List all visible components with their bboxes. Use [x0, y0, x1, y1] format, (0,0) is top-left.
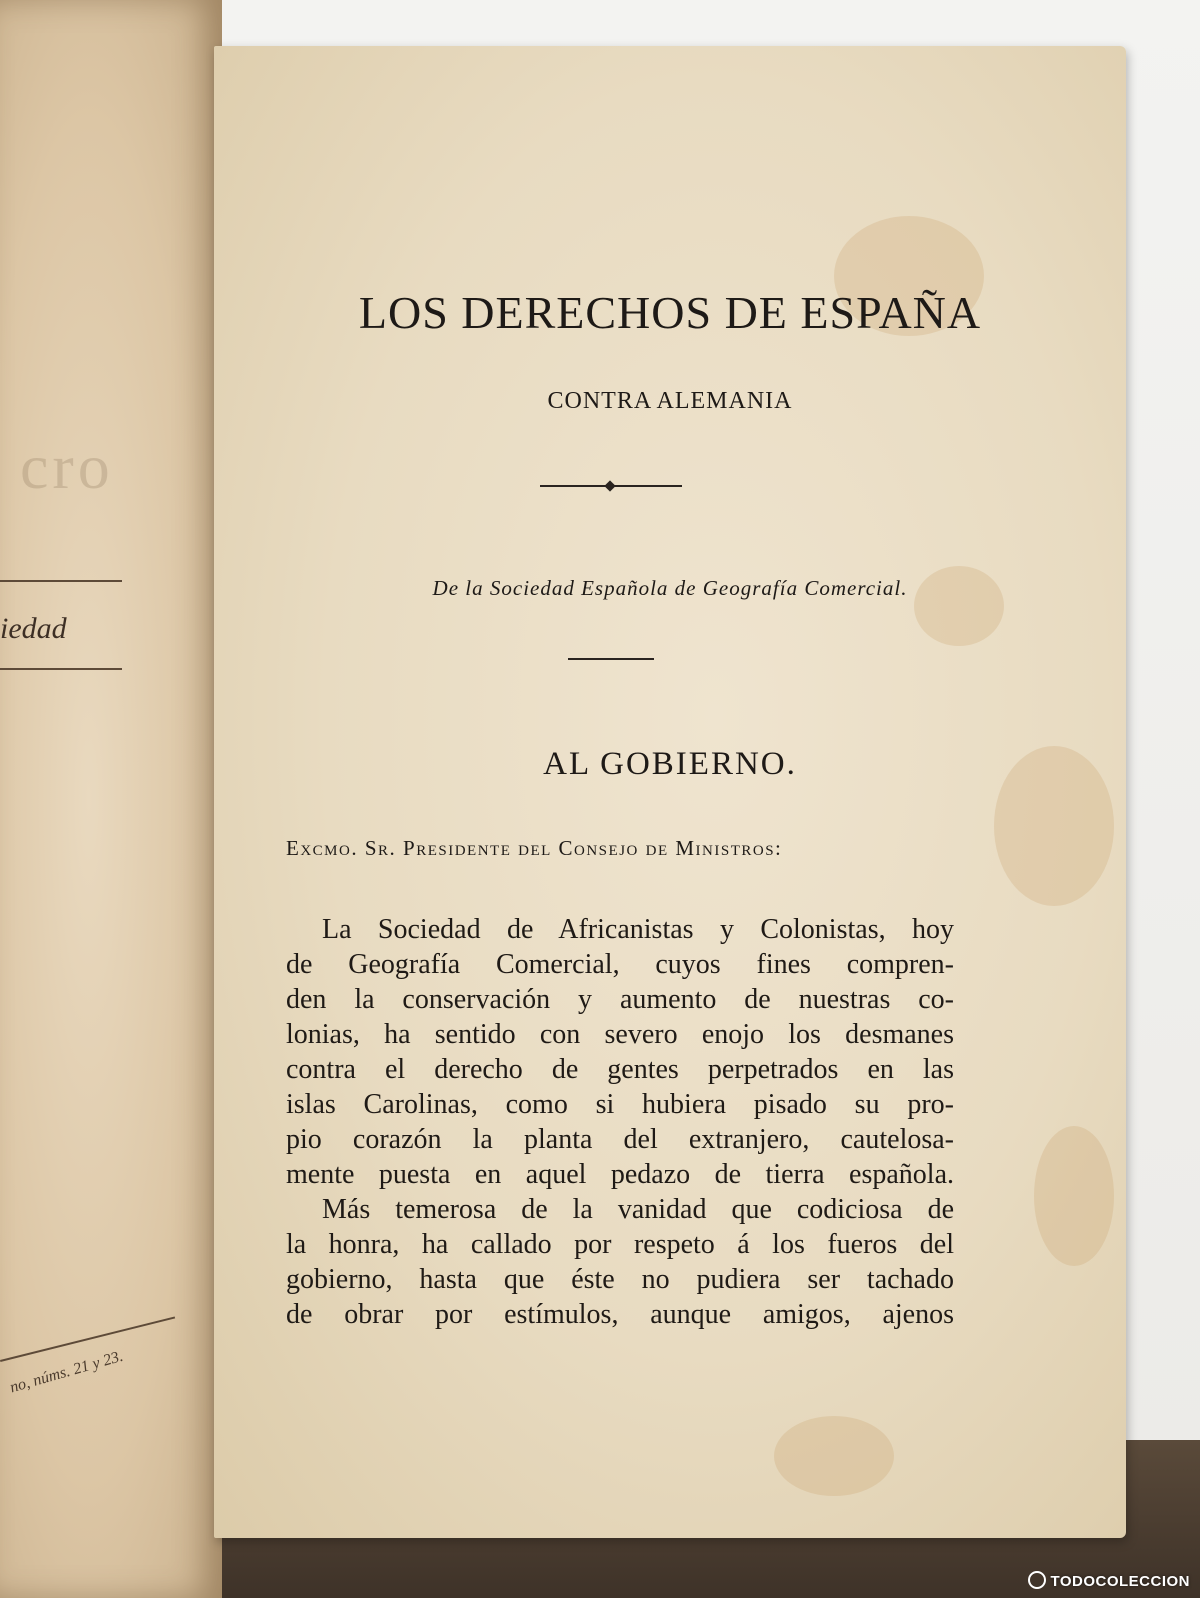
left-page-rule-footer	[0, 1316, 175, 1361]
body-line: Más temerosa de la vanidad que codiciosa de	[322, 1194, 954, 1225]
body-line: gobierno, hasta que éste no pudiera ser tachado	[286, 1264, 954, 1295]
foxing-stain	[774, 1416, 894, 1496]
body-line: La Sociedad de Africanistas y Colonistas, hoy	[322, 914, 954, 945]
body-text	[286, 912, 954, 1332]
left-page-footer-fragment: no, núms. 21 y 23.	[8, 1347, 126, 1397]
left-page-fragment-word: iedad	[0, 612, 67, 645]
body-line: den la conservación y aumento de nuestras co-	[286, 984, 954, 1015]
body-line: de obrar por estímulos, aunque amigos, ajenos	[286, 1299, 954, 1330]
left-page-bleed-through: cro	[20, 431, 114, 502]
ornament-diamond	[604, 480, 615, 491]
book-subtitle: CONTRA ALEMANIA	[547, 388, 793, 414]
left-page-rule-bottom	[0, 668, 122, 670]
body-line: la honra, ha callado por respeto á los fueros del	[286, 1229, 954, 1260]
book-title: LOS DERECHOS DE ESPAÑA	[358, 287, 982, 338]
body-line: islas Carolinas, como si hubiera pisado su pro-	[286, 1089, 954, 1120]
left-page	[0, 0, 222, 1598]
right-page	[214, 46, 1126, 1538]
watermark	[1028, 1571, 1190, 1590]
foxing-stain	[1034, 1126, 1114, 1266]
body-line: lonias, ha sentido con severo enojo los desmanes	[286, 1019, 954, 1050]
section-heading: AL GOBIERNO.	[543, 746, 797, 782]
left-page-rule-top	[0, 580, 122, 582]
watermark-text: TODOCOLECCION	[1050, 1573, 1190, 1590]
body-line: mente puesta en aquel pedazo de tierra española.	[286, 1159, 954, 1190]
watermark-logo-icon	[1028, 1571, 1046, 1589]
addressee-line: Excmo. Sr. Presidente del Consejo de Ministros:	[286, 836, 783, 860]
society-credit: De la Sociedad Española de Geografía Comercial.	[432, 576, 908, 600]
body-line: pio corazón la planta del extranjero, cautelosa-	[286, 1124, 954, 1155]
body-line: de Geografía Comercial, cuyos fines compren-	[286, 949, 954, 980]
body-line: contra el derecho de gentes perpetrados en las	[286, 1054, 954, 1085]
section-rule	[568, 658, 654, 660]
